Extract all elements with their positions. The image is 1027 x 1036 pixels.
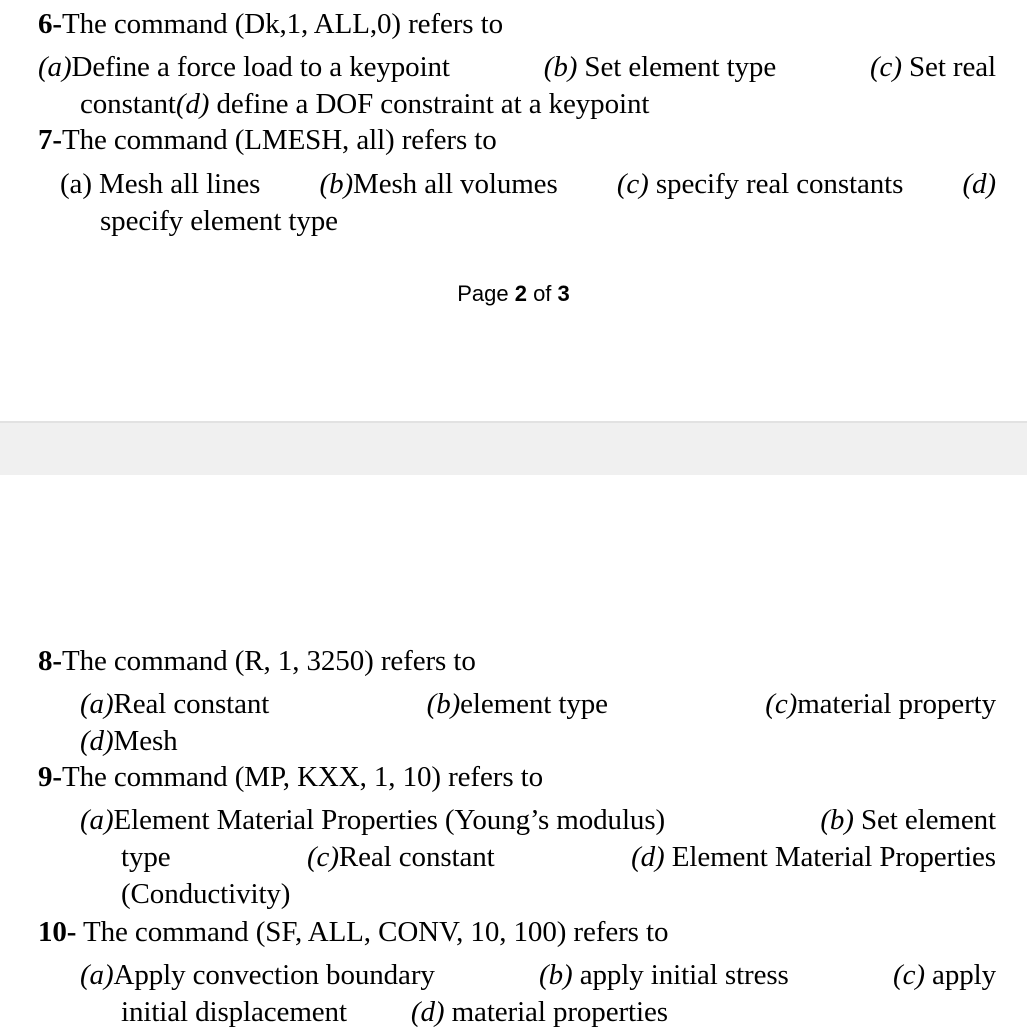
option-c: (c)Real constant: [306, 841, 495, 873]
option-d: (d) material properties: [410, 996, 668, 1028]
question-7-options-line-1: [60, 166, 996, 203]
question-text: The command (Dk,1, ALL,0) refers to: [61, 8, 503, 40]
current-page-number: 2: [514, 281, 527, 306]
option-a: (a)Element Material Properties (Young’s modulus): [80, 804, 666, 836]
option-c: (c) specify real constants: [616, 168, 904, 200]
question-10-options-line-2: initial displacement (d) material properties: [121, 996, 668, 1028]
option-a: (a)Define a force load to a keypoint: [38, 51, 450, 83]
option-b: (b) Set element: [820, 804, 996, 836]
question-number: 6-: [38, 8, 62, 40]
option-d: (d) Element Material Properties: [631, 841, 996, 873]
question-text: The command (MP, KXX, 1, 10) refers to: [61, 761, 544, 793]
option-b: (b)Mesh all volumes: [319, 168, 558, 200]
option-d: (d) define a DOF constraint at a keypoint: [175, 88, 650, 120]
question-text: The command (R, 1, 3250) refers to: [61, 645, 476, 677]
question-10-stem: [38, 914, 668, 951]
page-number-footer: Page 2 of 3: [457, 281, 570, 306]
option-c: (c)material property: [765, 688, 996, 720]
question-number: 10-: [38, 916, 77, 948]
question-number: 8-: [38, 645, 62, 677]
total-page-count: 3: [557, 281, 570, 306]
question-number: 9-: [38, 761, 62, 793]
question-6-options-line-1: [38, 49, 996, 86]
question-8-options-line-2: [80, 723, 178, 760]
option-c: (c) Set real: [869, 51, 996, 83]
question-6-stem: [38, 6, 503, 43]
option-a: (a)Real constant: [80, 688, 270, 720]
question-6-options-line-2: constant(d) define a DOF constraint at a keypoint: [80, 88, 650, 120]
question-8-stem: [38, 643, 476, 680]
question-9-options-line-3: (Conductivity): [121, 878, 291, 910]
question-10-options-line-1: [80, 957, 996, 994]
document-page-2: [0, 0, 1027, 421]
question-text: The command (SF, ALL, CONV, 10, 100) refers to: [76, 916, 669, 948]
option-b: (b) apply initial stress: [539, 959, 789, 991]
option-b: (b)element type: [426, 688, 608, 720]
question-7-options-line-2: specify element type: [100, 205, 338, 237]
question-9-options-line-2: type (c)Real constant (d) Element Material Properties: [121, 839, 996, 876]
document-page-3: [0, 475, 1027, 1036]
option-a: (a)Apply convection boundary: [80, 959, 435, 991]
option-d: (d): [962, 168, 996, 200]
option-d: (d)Mesh: [80, 725, 178, 757]
option-b: (b) Set element type: [543, 51, 777, 83]
question-8-options-line-1: [80, 686, 996, 723]
option-c: (c) apply: [893, 959, 996, 991]
page-separator: [0, 421, 1027, 475]
question-9-options-line-1: [80, 802, 996, 839]
question-number: 7-: [38, 124, 62, 156]
question-text: The command (LMESH, all) refers to: [61, 124, 497, 156]
option-a: (a) Mesh all lines: [60, 168, 261, 200]
question-7-stem: [38, 122, 497, 159]
question-9-stem: [38, 759, 543, 796]
